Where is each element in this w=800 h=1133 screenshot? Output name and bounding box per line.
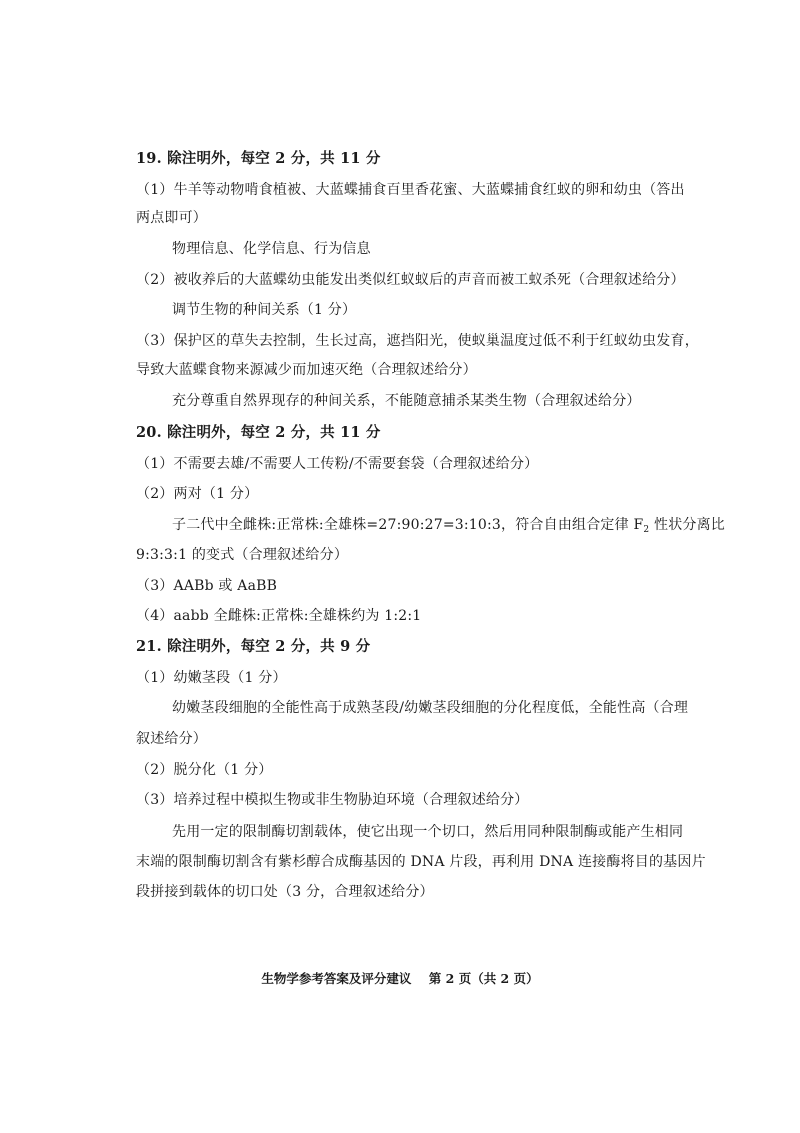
q19-answer-1-extra: 物理信息、化学信息、行为信息	[172, 241, 371, 257]
q20-heading: 20. 除注明外，每空 2 分，共 11 分	[136, 424, 381, 441]
q19-answer-1-line-1: （1）牛羊等动物啃食植被、大蓝蝶捕食百里香花蜜、大蓝蝶捕食红蚁的卵和幼虫（答出	[136, 182, 685, 198]
q20-answer-2-extra-post: 性状分离比	[649, 517, 725, 533]
q20-answer-1: （1）不需要去雄/不需要人工传粉/不需要套袋（合理叙述给分）	[136, 456, 539, 472]
q21-answer-1-extra-line-2: 叙述给分）	[136, 731, 207, 747]
q21-answer-1-extra-line-1: 幼嫩茎段细胞的全能性高于成熟茎段/幼嫩茎段细胞的分化程度低，全能性高（合理	[172, 700, 689, 716]
q19-heading: 19. 除注明外，每空 2 分，共 11 分	[136, 150, 381, 167]
q19-answer-1-line-2: 两点即可）	[136, 210, 207, 226]
q19-answer-3-line-1: （3）保护区的草失去控制，生长过高，遮挡阳光，使蚁巢温度过低不利于红蚁幼虫发育，	[136, 333, 699, 349]
q19-answer-3-line-2: 导致大蓝蝶食物来源减少而加速灭绝（合理叙述给分）	[136, 362, 477, 378]
q20-answer-2-extra-line-2: 9:3:3:1 的变式（合理叙述给分）	[136, 547, 349, 563]
q21-answer-3-extra-line-3: 段拼接到载体的切口处（3 分，合理叙述给分）	[136, 884, 434, 900]
q21-heading: 21. 除注明外，每空 2 分，共 9 分	[136, 638, 371, 655]
q21-answer-1: （1）幼嫩茎段（1 分）	[136, 670, 287, 686]
page-footer: 生物学参考答案及评分建议 第 2 页（共 2 页）	[261, 971, 539, 986]
q19-answer-2: （2）被收养后的大蓝蝶幼虫能发出类似红蚁蚁后的声音而被工蚁杀死（合理叙述给分）	[136, 272, 685, 288]
q20-answer-2-extra-line-1	[172, 515, 725, 535]
q20-answer-2-extra-sub: 2	[643, 525, 650, 535]
q21-answer-3: （3）培养过程中模拟生物或非生物胁迫环境（合理叙述给分）	[136, 792, 529, 808]
q20-answer-2: （2）两对（1 分）	[136, 486, 259, 502]
q21-answer-3-extra-line-1: 先用一定的限制酶切割载体，使它出现一个切口，然后用同种限制酶或能产生相同	[172, 824, 684, 840]
q20-answer-4: （4）aabb 全雌株:正常株:全雄株约为 1:2:1	[136, 608, 422, 624]
q20-answer-3: （3）AABb 或 AaBB	[136, 578, 278, 594]
q20-answer-2-extra-pre: 子二代中全雌株:正常株:全雄株=27:90:27=3:10:3，符合自由组合定律 F	[172, 517, 644, 533]
q19-answer-2-extra: 调节生物的种间关系（1 分）	[172, 302, 357, 318]
q19-answer-3-extra: 充分尊重自然界现存的种间关系，不能随意捕杀某类生物（合理叙述给分）	[172, 393, 641, 409]
q21-answer-2: （2）脱分化（1 分）	[136, 762, 273, 778]
q21-answer-3-extra-line-2: 末端的限制酶切割含有紫杉醇合成酶基因的 DNA 片段，再利用 DNA 连接酶将目的基因片	[136, 854, 706, 870]
